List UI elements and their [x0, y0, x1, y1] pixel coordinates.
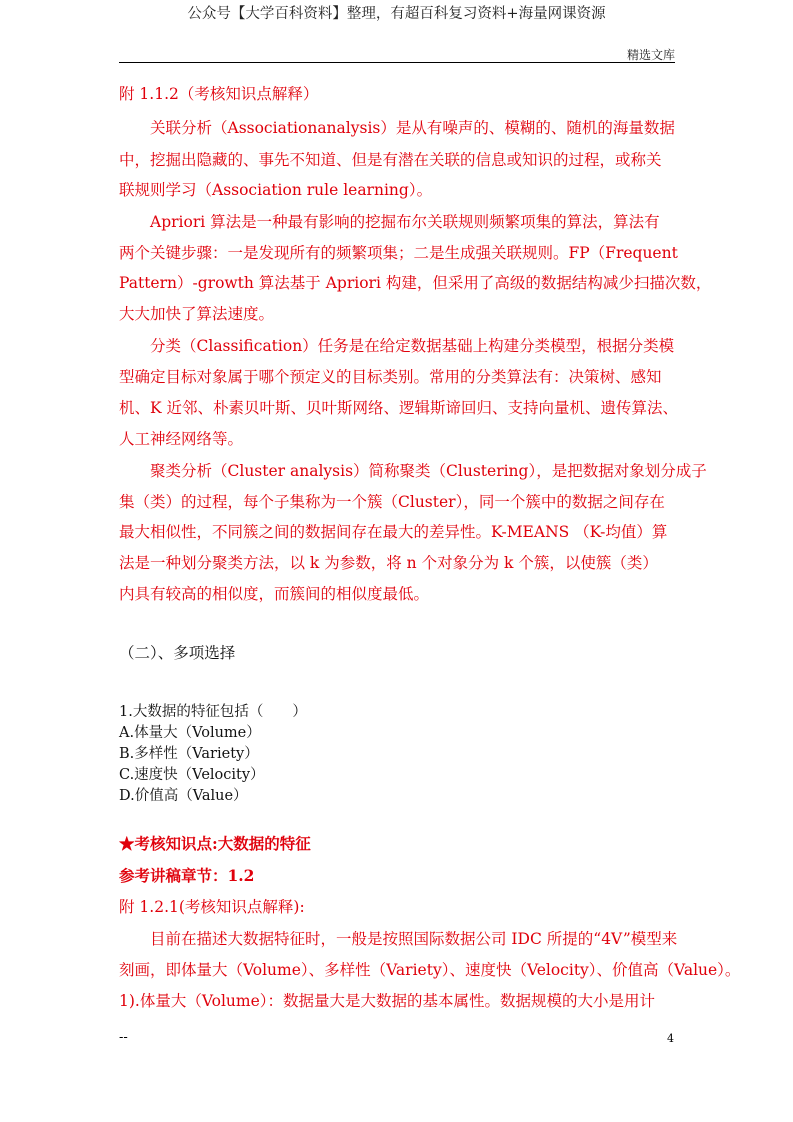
paragraph-line: 人工神经网络等。	[119, 430, 244, 448]
paragraph-line: 机、K 近邻、朴素贝叶斯、贝叶斯网络、逻辑斯谛回归、支持向量机、遗传算法、	[119, 399, 679, 417]
option-c: C.速度快（Velocity）	[119, 767, 265, 783]
paragraph-line: 关联分析（Associationanalysis）是从有噪声的、模糊的、随机的海量数据	[150, 119, 675, 137]
page-number: 4	[667, 1032, 674, 1045]
paragraph-line: 分类（Classification）任务是在给定数据基础上构建分类模型，根据分类模	[150, 337, 675, 355]
header-rule	[119, 62, 675, 63]
header-label: 精选文库	[626, 48, 675, 62]
knowledge-point: ★考核知识点:大数据的特征	[119, 834, 311, 853]
top-banner: 公众号【大学百科资料】整理，有超百科复习资料+海量网课资源	[187, 6, 606, 22]
section-heading: 附 1.1.2（考核知识点解释）	[119, 85, 319, 103]
paragraph-line: 集（类）的过程，每个子集称为一个簇（Cluster），同一个簇中的数据之间存在	[119, 493, 665, 511]
paragraph-line: 法是一种划分聚类方法，以 k 为参数，将 n 个对象分为 k 个簇，以使簇（类）	[119, 554, 658, 572]
paragraph-line: 刻画，即体量大（Volume）、多样性（Variety）、速度快（Velocity）、价值高（Value）。	[119, 961, 741, 979]
question-stem: 1.大数据的特征包括（ ）	[119, 704, 307, 720]
paragraph-line: 两个关键步骤：一是发现所有的频繁项集；二是生成强关联规则。FP（Frequent	[119, 244, 678, 262]
paragraph-line: 1).体量大（Volume）：数据量大是大数据的基本属性。数据规模的大小是用计	[119, 992, 656, 1010]
paragraph-line: Apriori 算法是一种最有影响的挖掘布尔关联规则频繁项集的算法，算法有	[150, 213, 660, 231]
option-d: D.价值高（Value）	[119, 788, 248, 804]
paragraph-line: 中，挖掘出隐藏的、事先不知道、但是有潜在关联的信息或知识的过程，或称关	[119, 151, 662, 169]
paragraph-line: 联规则学习（Association rule learning）。	[119, 181, 433, 199]
paragraph-line: 内具有较高的相似度，而簇间的相似度最低。	[119, 585, 430, 603]
paragraph-line: 聚类分析（Cluster analysis）简称聚类（Clustering），是把数据对象划分成子	[150, 462, 707, 480]
paragraph-line: 目前在描述大数据特征时，一般是按照国际数据公司 IDC 所提的“4V”模型来	[150, 930, 678, 948]
section-title: （二）、多项选择	[119, 644, 236, 662]
paragraph-line: 大大加快了算法速度。	[119, 305, 275, 323]
paragraph-line: Pattern）-growth 算法基于 Apriori 构建，但采用了高级的数据结构减少扫描次数，	[119, 274, 712, 292]
option-b: B.多样性（Variety）	[119, 746, 259, 762]
footer-dash: --	[119, 1030, 128, 1045]
paragraph-line: 型确定目标对象属于哪个预定义的目标类别。常用的分类算法有：决策树、感知	[119, 368, 662, 386]
knowledge-heading: 附 1.2.1(考核知识点解释):	[119, 898, 305, 916]
option-a: A.体量大（Volume）	[119, 725, 261, 741]
paragraph-line: 最大相似性，不同簇之间的数据间存在最大的差异性。K-MEANS （K-均值）算	[119, 523, 668, 541]
reference-chapter: 参考讲稿章节：1.2	[119, 866, 255, 885]
